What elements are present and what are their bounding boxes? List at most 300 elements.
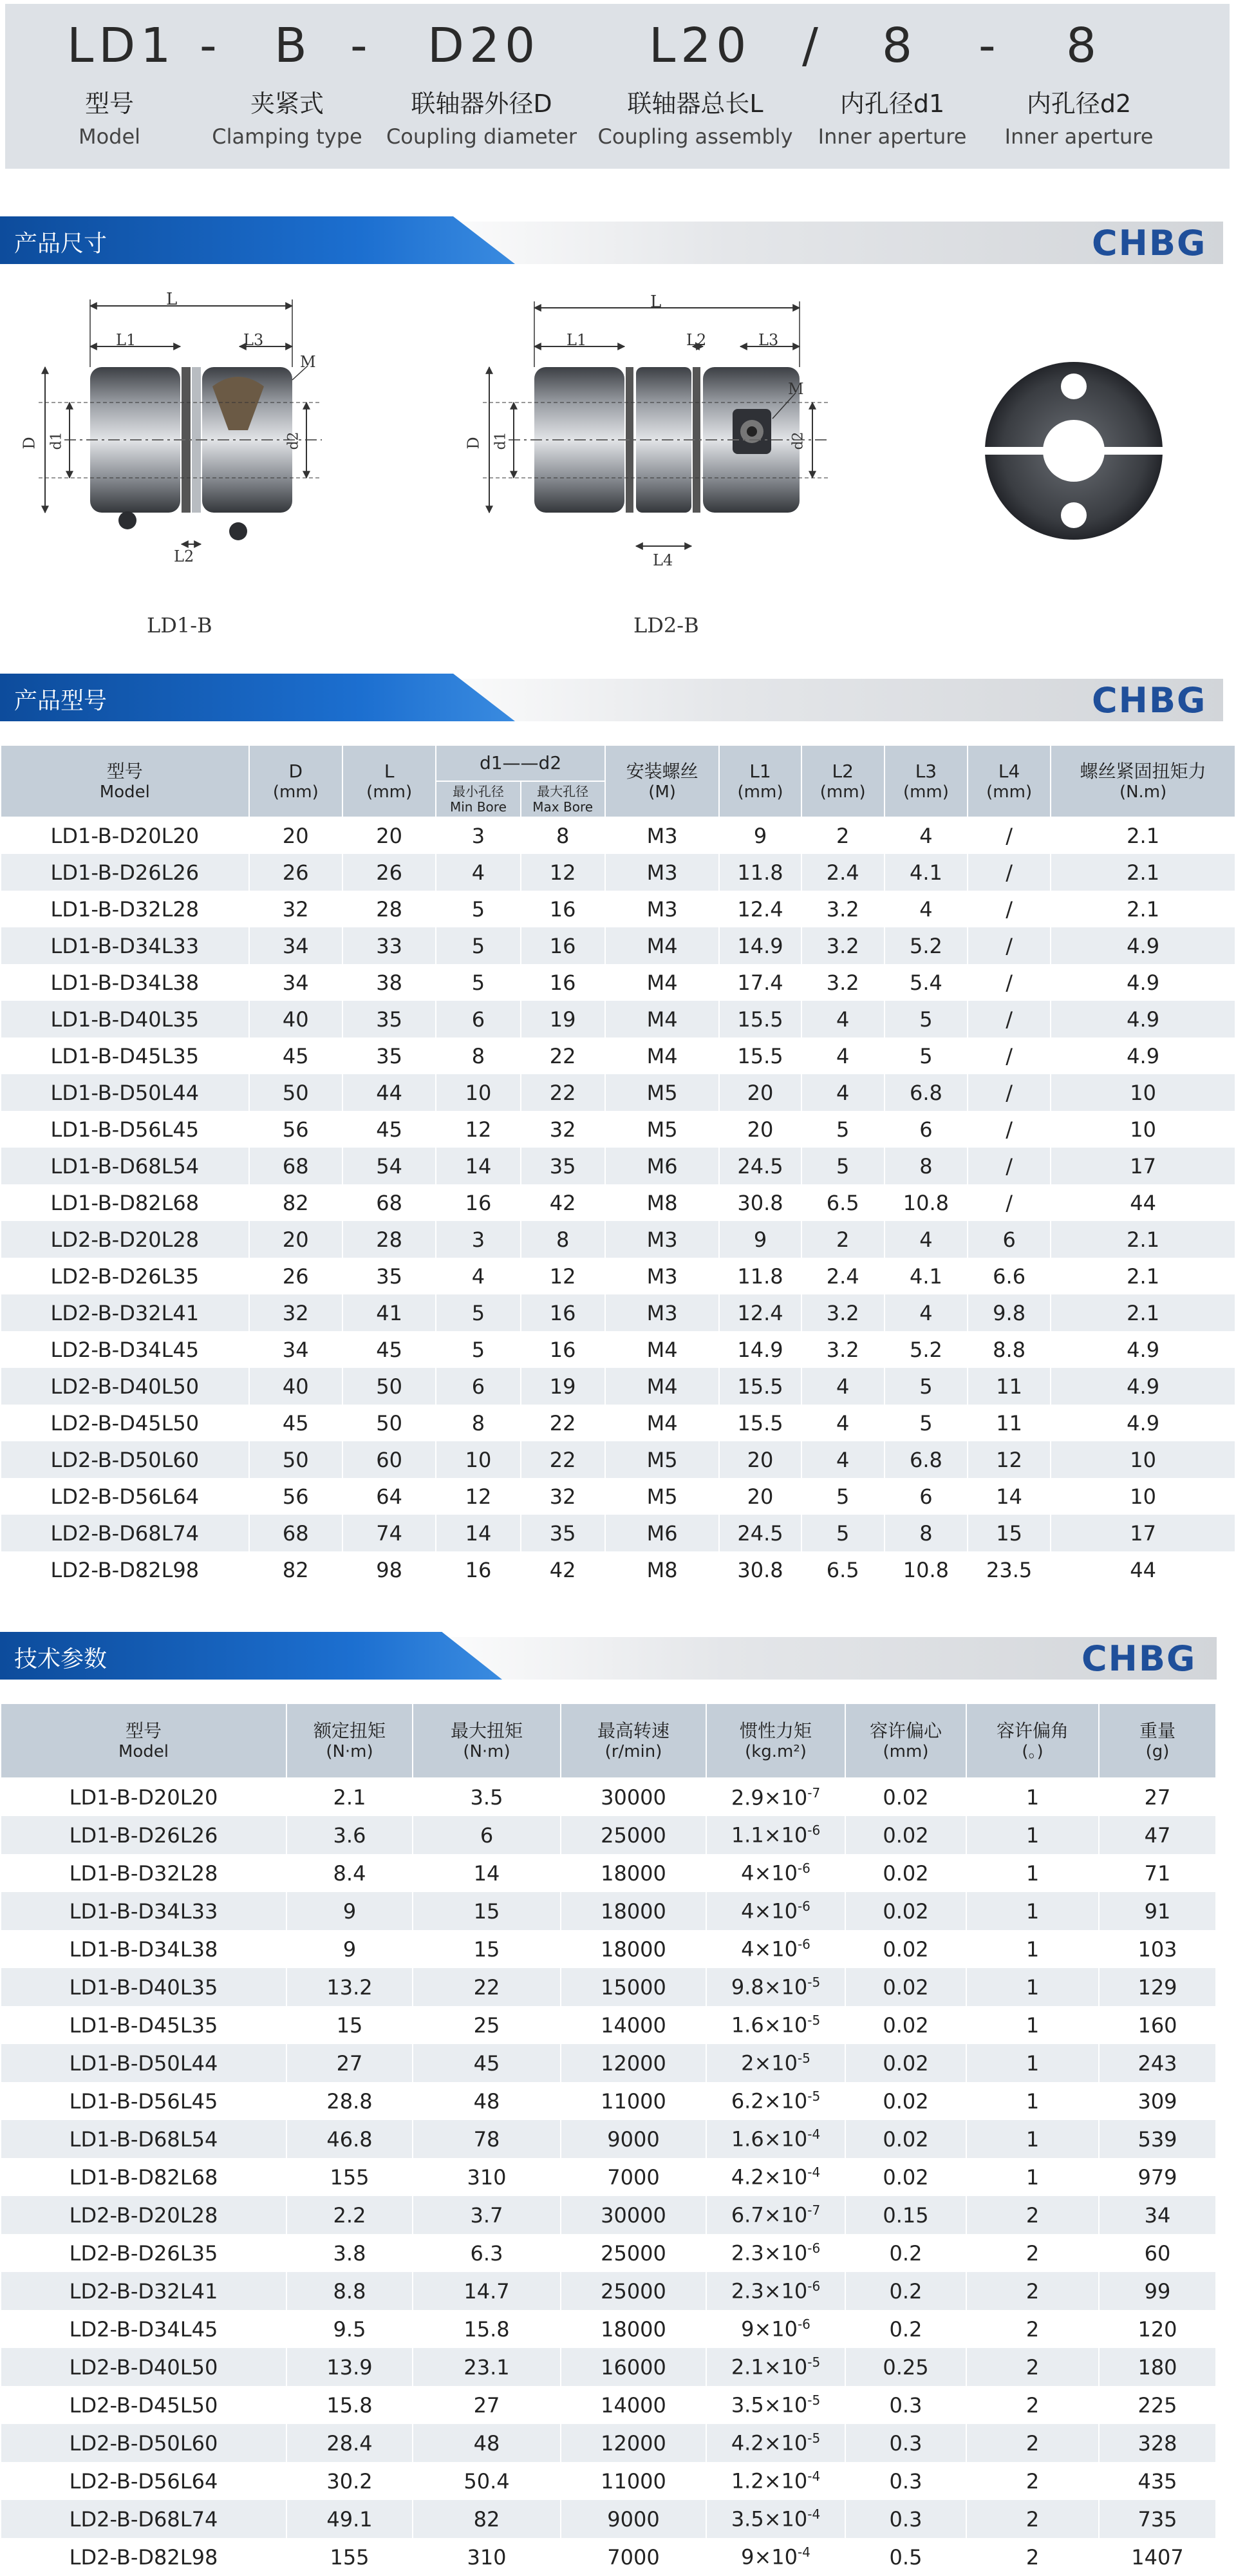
table-cell: 8	[521, 817, 605, 854]
code-d1: 8	[882, 18, 918, 73]
inertia-exponent: -5	[807, 2012, 821, 2029]
table-cell: 2.1	[1051, 891, 1235, 927]
table-cell: 35	[521, 1515, 605, 1551]
table-cell: 2	[966, 2462, 1099, 2500]
table-cell: 27	[1099, 1778, 1216, 1816]
table-cell: 979	[1099, 2158, 1216, 2196]
table-cell: 1	[966, 1816, 1099, 1854]
table-cell: 0.02	[845, 1968, 966, 2006]
inertia-exponent: -5	[807, 2430, 821, 2447]
table-cell: 3.2	[801, 1294, 885, 1331]
table-cell: 2.2	[286, 2196, 413, 2234]
table-cell: 30.2	[286, 2462, 413, 2500]
table-cell: 30.8	[719, 1551, 801, 1588]
table-cell: 6.5	[801, 1184, 885, 1221]
header-max-torque: 最大扭矩 (N·m)	[413, 1703, 561, 1778]
table-cell: 34	[249, 1331, 342, 1368]
model-cell: LD1-B-D32L28	[1, 1854, 286, 1892]
table-cell: 68	[342, 1184, 436, 1221]
table-cell: M6	[605, 1515, 720, 1551]
inertia-base: 4.2×10	[731, 2430, 808, 2456]
table-cell: 20	[342, 817, 436, 854]
table-cell: 34	[1099, 2196, 1216, 2234]
inertia-base: 1.2×10	[731, 2468, 808, 2494]
table-cell: 30000	[561, 2196, 706, 2234]
table-cell: 10	[1051, 1111, 1235, 1148]
inertia-cell	[706, 1930, 845, 1968]
label-M: M	[788, 380, 804, 398]
table-cell: M4	[605, 1368, 720, 1405]
table-cell: 8.4	[286, 1854, 413, 1892]
inertia-cell	[706, 1854, 845, 1892]
inertia-cell	[706, 1778, 845, 1816]
table-cell: 1	[966, 2082, 1099, 2120]
table-cell: 11000	[561, 2082, 706, 2120]
code-d2: 8	[1066, 18, 1102, 73]
table-cell: 6	[968, 1221, 1051, 1258]
table-row	[1, 927, 1235, 964]
table-cell: 50	[342, 1405, 436, 1441]
table-cell: 42	[521, 1184, 605, 1221]
table-cell: 10.8	[885, 1184, 968, 1221]
table-row	[1, 2538, 1216, 2576]
table-cell: 2	[966, 2310, 1099, 2348]
table-cell: 2	[966, 2386, 1099, 2424]
table-cell: /	[968, 964, 1051, 1001]
header-L: L (mm)	[342, 745, 436, 817]
model-cell: LD1-B-D50L44	[1, 2044, 286, 2082]
table-cell: 225	[1099, 2386, 1216, 2424]
table-cell: 14000	[561, 2006, 706, 2044]
label-L: L	[166, 290, 178, 309]
model-cell: LD2-B-D34L45	[1, 2310, 286, 2348]
model-cell: LD1-B-D26L26	[1, 854, 249, 891]
inertia-cell	[706, 2462, 845, 2500]
table-cell: 3.8	[286, 2234, 413, 2272]
table-cell: 48	[413, 2424, 561, 2462]
table-cell: 11	[968, 1405, 1051, 1441]
inertia-exponent: -6	[797, 1861, 810, 1877]
table-cell: 6	[436, 1001, 520, 1037]
table-cell: 4	[801, 1368, 885, 1405]
table-cell: M5	[605, 1074, 720, 1111]
table-cell: 2.1	[1051, 817, 1235, 854]
table-cell: 18000	[561, 1854, 706, 1892]
inertia-cell	[706, 2120, 845, 2158]
table-cell: 45	[249, 1037, 342, 1074]
table-cell: 1	[966, 1930, 1099, 1968]
table-cell: 68	[249, 1515, 342, 1551]
dimension-table	[0, 744, 1236, 1588]
model-cell: LD2-B-D68L74	[1, 1515, 249, 1551]
table-cell: 2.1	[1051, 1294, 1235, 1331]
inertia-exponent: -5	[807, 2392, 821, 2409]
model-cell: LD2-B-D82L98	[1, 1551, 249, 1588]
model-cell: LD1-B-D82L68	[1, 1184, 249, 1221]
header-L3: L3 (mm)	[885, 745, 968, 817]
table-cell: 5	[436, 891, 520, 927]
table-cell: 5	[801, 1111, 885, 1148]
table-row	[1, 2500, 1216, 2538]
model-cell: LD2-B-D32L41	[1, 1294, 249, 1331]
model-code-line	[5, 18, 1230, 82]
table-cell: 129	[1099, 1968, 1216, 2006]
table-cell: 9000	[561, 2120, 706, 2158]
table-cell: 8	[436, 1037, 520, 1074]
table-cell: 82	[249, 1184, 342, 1221]
table-row	[1, 2082, 1216, 2120]
table-cell: 1	[966, 1968, 1099, 2006]
table-row	[1, 2006, 1216, 2044]
table-cell: 4	[801, 1441, 885, 1478]
table-row	[1, 2348, 1216, 2386]
table-cell: 20	[719, 1074, 801, 1111]
table-cell: 35	[342, 1258, 436, 1294]
table-cell: 11.8	[719, 854, 801, 891]
table-row	[1, 1892, 1216, 1930]
ld1-drawing	[39, 299, 322, 544]
header-angle: 容许偏角 (。)	[966, 1703, 1099, 1778]
table-cell: 2	[966, 2272, 1099, 2310]
inertia-cell	[706, 2310, 845, 2348]
inertia-base: 4×10	[741, 1937, 798, 1962]
header-bore: d1——d2	[436, 745, 604, 781]
table-cell: 22	[413, 1968, 561, 2006]
inertia-base: 9×10	[741, 2544, 798, 2570]
table-cell: 5.4	[885, 964, 968, 1001]
table-cell: 50	[249, 1074, 342, 1111]
inertia-base: 1.1×10	[731, 1823, 808, 1848]
model-cell: LD2-B-D68L74	[1, 2500, 286, 2538]
inertia-exponent: -5	[797, 2050, 810, 2067]
table-cell: 310	[413, 2538, 561, 2576]
table-cell: 0.02	[845, 2120, 966, 2158]
table-cell: 25	[413, 2006, 561, 2044]
table-cell: 14	[413, 1854, 561, 1892]
model-cell: LD2-B-D20L28	[1, 1221, 249, 1258]
table-cell: 50	[342, 1368, 436, 1405]
table-cell: 3.2	[801, 1331, 885, 1368]
table-row	[1, 1854, 1216, 1892]
table-cell: 40	[249, 1368, 342, 1405]
code-slash: /	[802, 18, 823, 73]
table-cell: 3	[436, 1221, 520, 1258]
inertia-base: 4×10	[741, 1899, 798, 1924]
table-row	[1, 1111, 1235, 1148]
table-cell: 4.1	[885, 1258, 968, 1294]
table-cell: 12	[521, 1258, 605, 1294]
table-cell: 18000	[561, 1892, 706, 1930]
table-cell: 25000	[561, 1816, 706, 1854]
code-dash: -	[979, 18, 1001, 73]
table-cell: 9.5	[286, 2310, 413, 2348]
table-cell: 41	[342, 1294, 436, 1331]
table-cell: 13.9	[286, 2348, 413, 2386]
table-cell: 68	[249, 1148, 342, 1184]
brand-logo: CHBG	[1092, 223, 1207, 263]
table-cell: 26	[249, 854, 342, 891]
table-cell: 17	[1051, 1515, 1235, 1551]
label-D: D	[464, 437, 483, 450]
table-cell: 15.5	[719, 1368, 801, 1405]
table-row	[1, 1441, 1235, 1478]
brand-logo: CHBG	[1092, 680, 1207, 721]
table-cell: 0.2	[845, 2272, 966, 2310]
brand-logo: CHBG	[1082, 1638, 1197, 1679]
inertia-base: 6.7×10	[731, 2202, 808, 2228]
table-cell: 4	[885, 817, 968, 854]
table-cell: 13.2	[286, 1968, 413, 2006]
table-cell: 0.5	[845, 2538, 966, 2576]
table-cell: M5	[605, 1441, 720, 1478]
table-cell: 27	[286, 2044, 413, 2082]
table-cell: 0.3	[845, 2462, 966, 2500]
code-label-clamping: 夹紧式 Clamping type	[212, 90, 362, 149]
table-cell: 10.8	[885, 1551, 968, 1588]
table-cell: 12	[436, 1478, 520, 1515]
inertia-cell	[706, 2348, 845, 2386]
table-cell: 16	[436, 1551, 520, 1588]
table-row	[1, 1258, 1235, 1294]
inertia-base: 9×10	[741, 2316, 798, 2342]
table-row	[1, 2272, 1216, 2310]
table-cell: 22	[521, 1037, 605, 1074]
model-cell: LD2-B-D56L64	[1, 2462, 286, 2500]
label-L4: L4	[653, 551, 673, 569]
table-row	[1, 817, 1235, 854]
table-cell: 5	[885, 1037, 968, 1074]
table-row	[1, 2462, 1216, 2500]
table-cell: 4.9	[1051, 1037, 1235, 1074]
table-cell: 1	[966, 1854, 1099, 1892]
table-cell: 24.5	[719, 1515, 801, 1551]
table-cell: 3.2	[801, 927, 885, 964]
table-cell: 60	[342, 1441, 436, 1478]
model-cell: LD1-B-D56L45	[1, 2082, 286, 2120]
table-cell: 18000	[561, 2310, 706, 2348]
table-cell: M8	[605, 1551, 720, 1588]
table-cell: 0.3	[845, 2500, 966, 2538]
tech-table-body	[1, 1778, 1216, 2576]
table-cell: 8	[436, 1405, 520, 1441]
table-cell: 0.3	[845, 2386, 966, 2424]
table-cell: 5	[885, 1368, 968, 1405]
table-cell: 4	[885, 1221, 968, 1258]
header-max-speed: 最高转速 (r/min)	[561, 1703, 706, 1778]
section-title: 技术参数	[14, 1646, 108, 1672]
inertia-base: 9.8×10	[731, 1975, 808, 2000]
section-header-dimensions	[0, 216, 1236, 264]
inertia-exponent: -5	[807, 1975, 821, 1991]
table-cell: 7000	[561, 2538, 706, 2576]
table-cell: 3.7	[413, 2196, 561, 2234]
table-cell: M4	[605, 1405, 720, 1441]
table-cell: /	[968, 854, 1051, 891]
header-inertia: 惯性力矩 (kg.m²)	[706, 1703, 845, 1778]
table-cell: M3	[605, 817, 720, 854]
table-cell: 9	[719, 817, 801, 854]
table-cell: 4.9	[1051, 964, 1235, 1001]
table-cell: 22	[521, 1441, 605, 1478]
table-row	[1, 1184, 1235, 1221]
table-cell: 5	[801, 1478, 885, 1515]
table-cell: 3.2	[801, 964, 885, 1001]
model-cell: LD1-B-D82L68	[1, 2158, 286, 2196]
table-cell: 48	[413, 2082, 561, 2120]
table-cell: 5	[801, 1515, 885, 1551]
table-cell: 4	[801, 1037, 885, 1074]
inertia-cell	[706, 2272, 845, 2310]
table-cell: 0.15	[845, 2196, 966, 2234]
table-cell: 4.9	[1051, 927, 1235, 964]
table-cell: 23.1	[413, 2348, 561, 2386]
table-cell: 12000	[561, 2424, 706, 2462]
section-title: 产品型号	[14, 688, 108, 714]
table-cell: 32	[521, 1478, 605, 1515]
table-cell: 20	[249, 817, 342, 854]
inertia-base: 2.1×10	[731, 2354, 808, 2380]
table-cell: M3	[605, 1294, 720, 1331]
model-cell: LD1-B-D20L20	[1, 817, 249, 854]
table-cell: 16	[521, 964, 605, 1001]
table-cell: 45	[342, 1331, 436, 1368]
table-cell: 4	[436, 1258, 520, 1294]
code-dash: -	[200, 18, 222, 73]
table-row	[1, 1037, 1235, 1074]
model-code-banner	[5, 4, 1230, 169]
model-cell: LD1-B-D32L28	[1, 891, 249, 927]
inertia-exponent: -6	[807, 2278, 821, 2295]
table-cell: 56	[249, 1478, 342, 1515]
table-cell: 5	[436, 964, 520, 1001]
table-cell: 7000	[561, 2158, 706, 2196]
label-L2: L2	[174, 547, 194, 565]
header-eccentricity: 容许偏心 (mm)	[845, 1703, 966, 1778]
model-cell: LD1-B-D34L38	[1, 1930, 286, 1968]
table-cell: 0.3	[845, 2424, 966, 2462]
table-cell: 5.2	[885, 927, 968, 964]
code-label-diameter: 联轴器外径D Coupling diameter	[386, 90, 577, 149]
table-row	[1, 854, 1235, 891]
table-row	[1, 2424, 1216, 2462]
table-cell: 310	[413, 2158, 561, 2196]
table-cell: 20	[719, 1478, 801, 1515]
model-cell: LD1-B-D45L35	[1, 1037, 249, 1074]
table-row	[1, 1294, 1235, 1331]
inertia-exponent: -5	[807, 2354, 821, 2371]
table-cell: M4	[605, 1037, 720, 1074]
table-cell: 9.8	[968, 1294, 1051, 1331]
model-cell: LD1-B-D34L33	[1, 1892, 286, 1930]
table-cell: 2.1	[1051, 1221, 1235, 1258]
model-cell: LD2-B-D32L41	[1, 2272, 286, 2310]
table-cell: M8	[605, 1184, 720, 1221]
table-cell: 0.02	[845, 1854, 966, 1892]
table-cell: 15	[968, 1515, 1051, 1551]
table-cell: 309	[1099, 2082, 1216, 2120]
header-weight: 重量 (g)	[1099, 1703, 1216, 1778]
table-cell: 22	[521, 1405, 605, 1441]
table-cell: 12.4	[719, 891, 801, 927]
table-cell: 16000	[561, 2348, 706, 2386]
table-cell: 42	[521, 1551, 605, 1588]
table-cell: 3.2	[801, 891, 885, 927]
model-cell: LD2-B-D45L50	[1, 2386, 286, 2424]
table-cell: 78	[413, 2120, 561, 2158]
inertia-exponent: -6	[807, 2240, 821, 2257]
table-cell: 22	[521, 1074, 605, 1111]
inertia-cell	[706, 1892, 845, 1930]
model-cell: LD1-B-D34L33	[1, 927, 249, 964]
table-cell: 8.8	[968, 1331, 1051, 1368]
table-cell: 45	[413, 2044, 561, 2082]
table-cell: 0.02	[845, 2158, 966, 2196]
table-cell: 64	[342, 1478, 436, 1515]
table-cell: 5	[436, 1331, 520, 1368]
table-cell: 2	[801, 817, 885, 854]
table-cell: 15	[413, 1930, 561, 1968]
table-cell: 16	[521, 1294, 605, 1331]
table-cell: 3	[436, 817, 520, 854]
table-cell: 2.4	[801, 854, 885, 891]
header-D: D (mm)	[249, 745, 342, 817]
table-cell: M3	[605, 891, 720, 927]
label-d1: d1	[48, 431, 65, 450]
table-cell: /	[968, 1037, 1051, 1074]
label-L1: L1	[116, 331, 136, 349]
table-cell: 1	[966, 1778, 1099, 1816]
inertia-cell	[706, 2044, 845, 2082]
table-cell: 35	[342, 1037, 436, 1074]
table-row	[1, 2158, 1216, 2196]
table-cell: 11000	[561, 2462, 706, 2500]
inertia-exponent: -6	[797, 2316, 810, 2333]
table-row	[1, 2120, 1216, 2158]
table-cell: 71	[1099, 1854, 1216, 1892]
inertia-base: 2.3×10	[731, 2240, 808, 2266]
table-cell: 435	[1099, 2462, 1216, 2500]
table-cell: 14	[436, 1148, 520, 1184]
inertia-exponent: -4	[797, 2544, 810, 2561]
table-cell: 8	[885, 1148, 968, 1184]
inertia-exponent: -4	[807, 2126, 821, 2143]
table-row	[1, 1478, 1235, 1515]
label-M: M	[300, 353, 316, 371]
table-cell: 1	[966, 2120, 1099, 2158]
table-cell: 8.8	[286, 2272, 413, 2310]
table-cell: 45	[342, 1111, 436, 1148]
code-series: LD1	[67, 18, 176, 73]
label-D: D	[20, 437, 39, 450]
table-cell: /	[968, 1001, 1051, 1037]
header-rated-torque: 额定扭矩 (N·m)	[286, 1703, 413, 1778]
model-cell: LD2-B-D34L45	[1, 1331, 249, 1368]
table-cell: 50	[249, 1441, 342, 1478]
model-cell: LD1-B-D68L54	[1, 2120, 286, 2158]
table-cell: 6.3	[413, 2234, 561, 2272]
label-L2: L2	[686, 331, 707, 349]
table-cell: 26	[249, 1258, 342, 1294]
table-row	[1, 2196, 1216, 2234]
table-cell: 16	[521, 1331, 605, 1368]
table-cell: 0.02	[845, 2082, 966, 2120]
table-cell: 4.1	[885, 854, 968, 891]
table-cell: 16	[521, 891, 605, 927]
table-cell: 2.1	[1051, 854, 1235, 891]
table-cell: 155	[286, 2158, 413, 2196]
table-row	[1, 2386, 1216, 2424]
header-L2: L2 (mm)	[801, 745, 885, 817]
